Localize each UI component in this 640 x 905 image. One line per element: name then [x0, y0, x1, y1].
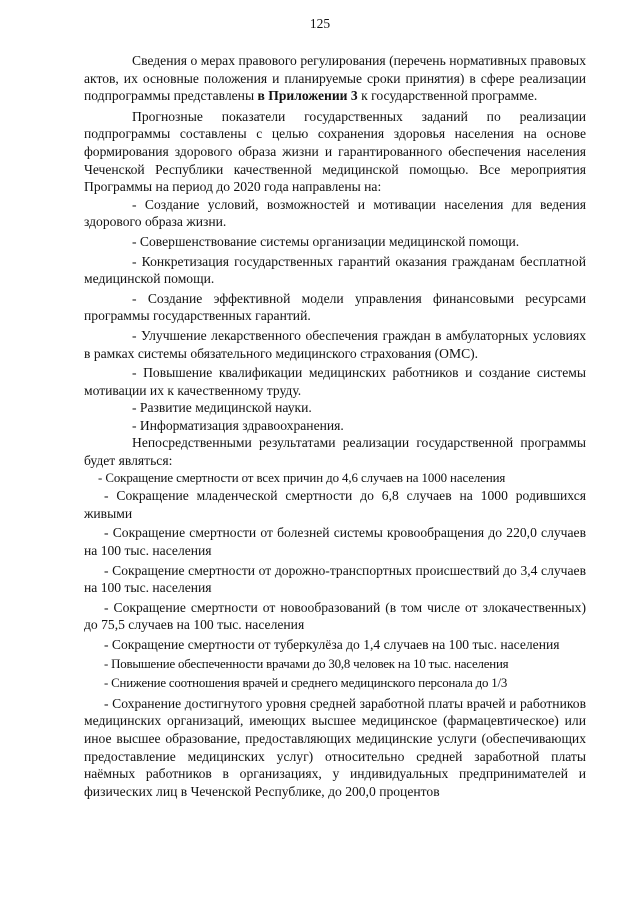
direction-item: - Улучшение лекарственного обеспечения граждан в амбулаторных условиях в рамках системы обязательного медицинского страхования (ОМС). [84, 327, 586, 361]
result-item: - Сокращение смертности от туберкулёза до 1,4 случаев на 100 тыс. населения [104, 637, 560, 652]
page-number: 125 [309, 16, 331, 31]
paragraph-results-intro: Непосредственными результатами реализации государственной программы будет являться: [84, 435, 586, 469]
paragraph-regulation-tail: к государственной программе. [357, 88, 538, 104]
direction-item: - Информатизация здравоохранения. [132, 417, 344, 433]
direction-item: - Создание эффективной модели управления финансовыми ресурсами программы государственных гарантий. [84, 290, 586, 324]
result-item: - Сокращение смертности от новообразований (в том числе от злокачественных) до 75,5 случаев на 100 тыс. населения [84, 599, 586, 633]
result-item: - Снижение соотношения врачей и среднего медицинского персонала до 1/3 [104, 676, 508, 691]
result-item: - Сокращение смертности от болезней системы кровообращения до 220,0 случаев на 100 тыс. населения [84, 525, 586, 559]
direction-item: - Конкретизация государственных гарантий оказания гражданам бесплатной медицинской помощи. [84, 253, 586, 287]
result-item: - Повышение обеспеченности врачами до 30,8 человек на 10 тыс. населения [104, 656, 509, 671]
result-item: - Сохранение достигнутого уровня средней заработной платы врачей и работников медицинских организаций, имеющих высшее медицинское (фармацевтическое) или иное высшее образование, предоставляющих медицинские услуги (обеспечивающих предоставление медицинских услуг) относительно средней заработной платы наёмных работников в организациях, у индивидуальных предпринимателей и физических лиц в Чеченской Республике, до 200,0 процентов [84, 695, 586, 799]
direction-item: - Повышение квалификации медицинских работников и создание системы мотивации их к качественному труду. [84, 365, 586, 398]
result-item: - Сокращение смертности от всех причин до 4,6 случаев на 1000 населения [98, 470, 506, 485]
direction-item: - Совершенствование системы организации медицинской помощи. [132, 233, 520, 249]
direction-item: - Создание условий, возможностей и мотивации населения для ведения здорового образа жизни. [84, 196, 586, 230]
document-body [84, 52, 586, 800]
appendix-reference: в Приложении 3 [257, 88, 358, 104]
result-item: - Сокращение смертности от дорожно-транспортных происшествий до 3,4 случаев на 100 тыс. населения [84, 562, 586, 596]
paragraph-regulation-text: Сведения о мерах правового регулирования (перечень нормативных правовых актов, их основные положения и планируемые сроки принятия) в сфере реализации подпрограммы представлены [84, 53, 586, 104]
paragraph-regulation [84, 52, 586, 105]
paragraph-forecast: Прогнозные показатели государственных заданий по реализации подпрограммы составлены с целью сохранения здоровья населения на основе формирования здорового образа жизни и гарантированного обеспечения населения Чеченской Республики качественной медицинской помощью. Все мероприятия Программы на период до 2020 года направлены на: [84, 108, 586, 195]
direction-item: - Развитие медицинской науки. [132, 400, 312, 416]
result-item: - Сокращение младенческой смертности до 6,8 случаев на 1000 родившихся живыми [84, 488, 586, 521]
